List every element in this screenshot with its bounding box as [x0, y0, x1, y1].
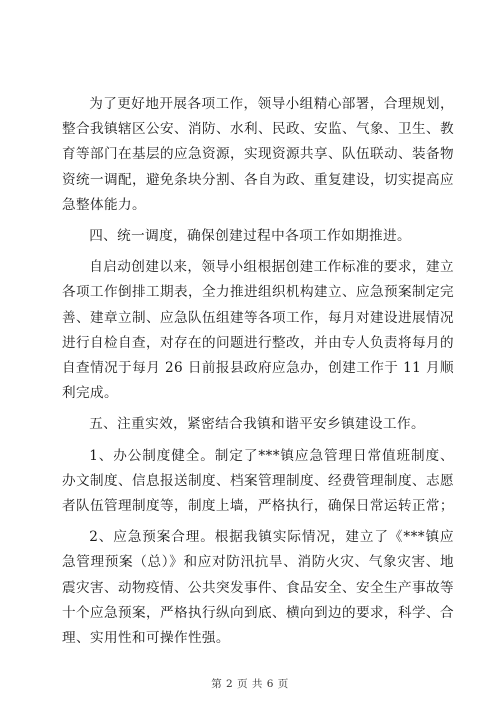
section-heading-five: 五、注重实效，紧密结合我镇和谐平安乡镇建设工作。	[89, 416, 426, 433]
section-heading-four: 四、统一调度，确保创建过程中各项工作如期推进。	[89, 228, 412, 245]
paragraph-integration: 为了更好地开展各项工作，领导小组精心部署，合理规划，整合我镇辖区公安、消防、水利、民政、安监、气象、卫生、教育等部门在基层的应急资源，实现资源共享、队伍联动、装备物资统一调配，避免条块分割、各自为政、重复建设，切实提高应急整体能力。	[62, 96, 454, 213]
page-footer: 第 2 页 共 6 页	[211, 678, 289, 690]
paragraph-emergency-plan: 2、应急预案合理。根据我镇实际情况，建立了《***镇应急管理预案（总）》和应对防汛抗旱、消防火灾、气象灾害、地震灾害、动物疫情、公共突发事件、食品安全、安全生产事故等十个应急预案，严格执行纵向到底、横向到边的要求，科学、合理、实用性和可操作性强。	[62, 529, 454, 647]
document-body	[62, 92, 454, 657]
paragraph-schedule: 自启动创建以来，领导小组根据创建工作标准的要求，建立各项工作倒排工期表，全力推进组织机构建立、应急预案制定完善、建章立制、应急队伍组建等各项工作，每月对建设进展情况进行自检自查，对存在的问题进行整改，并由专人负责将每月的自查情况于每月 26 日前报县政府应急办，创建工作于 11 月顺利完成。	[62, 259, 454, 402]
paragraph-office-system: 1、办公制度健全。制定了***镇应急管理日常值班制度、办文制度、信息报送制度、档案管理制度、经费管理制度、志愿者队伍管理制度等，制度上墙，严格执行，确保日常运转正常；	[62, 447, 454, 515]
